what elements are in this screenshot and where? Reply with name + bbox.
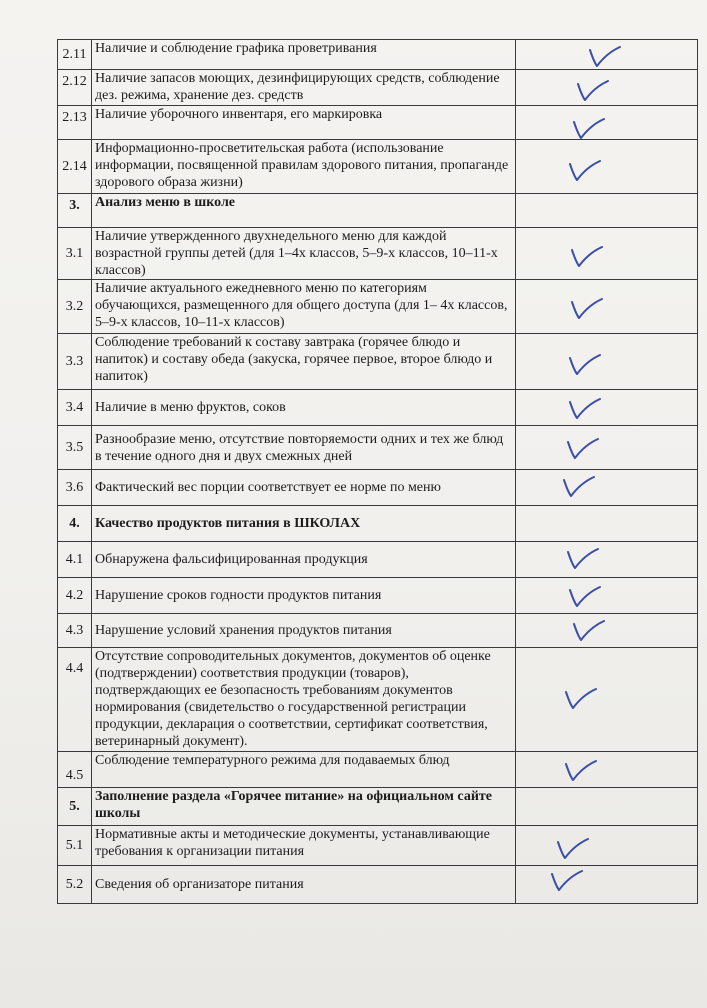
table-row <box>58 648 698 752</box>
checklist-table <box>57 39 698 904</box>
check-mark-icon <box>564 758 598 784</box>
row-text: Наличие и соблюдение графика проветривания <box>92 40 516 70</box>
row-number: 3.6 <box>58 470 92 506</box>
row-number: 2.13 <box>58 106 92 140</box>
mark-cell <box>516 614 698 648</box>
table-row <box>58 106 698 140</box>
table-row <box>58 40 698 70</box>
row-text: Обнаружена фальсифицированная продукция <box>92 542 516 578</box>
row-text: Наличие актуального ежедневного меню по категориям обучающихся, размещенного для общего доступа (для 1– 4х классов, 5–9-х классов, 10–11-х классов) <box>92 280 516 334</box>
row-number: 2.11 <box>58 40 92 70</box>
check-mark-icon <box>576 78 610 104</box>
row-text: Соблюдение требований к составу завтрака (горячее блюдо и напиток) и составу обеда (закуска, горячее первое, второе блюдо и напиток) <box>92 334 516 390</box>
mark-cell <box>516 40 698 70</box>
check-mark-icon <box>572 116 606 142</box>
table-row <box>58 866 698 904</box>
mark-cell <box>516 228 698 280</box>
row-number: 3.2 <box>58 280 92 334</box>
check-mark-icon <box>588 44 622 70</box>
section-number: 4. <box>58 506 92 542</box>
section-title: Качество продуктов питания в ШКОЛАХ <box>92 506 516 542</box>
check-mark-icon <box>564 686 598 712</box>
row-number: 2.12 <box>58 70 92 106</box>
row-number: 5.1 <box>58 826 92 866</box>
mark-cell <box>516 140 698 194</box>
table-row <box>58 752 698 788</box>
row-number: 4.2 <box>58 578 92 614</box>
row-text: Отсутствие сопроводительных документов, документов об оценке (подтверждении) соответствия продукции (товаров), подтверждающих ее безопасность требованиям документов нормирования (свидетельство о государственной регистрации продукции, декларация о соответствии, сертификат соответствия, ветеринарный документ). <box>92 648 516 752</box>
row-number: 3.3 <box>58 334 92 390</box>
row-text: Соблюдение температурного режима для подаваемых блюд <box>92 752 516 788</box>
table-row <box>58 470 698 506</box>
check-mark-icon <box>570 244 604 270</box>
table-row <box>58 542 698 578</box>
mark-cell <box>516 752 698 788</box>
mark-cell <box>516 194 698 228</box>
check-mark-icon <box>568 396 602 422</box>
row-number: 4.3 <box>58 614 92 648</box>
mark-cell <box>516 542 698 578</box>
section-row <box>58 788 698 826</box>
mark-cell <box>516 866 698 904</box>
check-mark-icon <box>550 868 584 894</box>
row-number: 3.5 <box>58 426 92 470</box>
section-row <box>58 194 698 228</box>
row-text: Наличие запасов моющих, дезинфицирующих средств, соблюдение дез. режима, хранение дез. средств <box>92 70 516 106</box>
check-mark-icon <box>572 618 606 644</box>
row-text: Наличие утвержденного двухнедельного меню для каждой возрастной группы детей (для 1–4х классов, 5–9-х классов, 10–11-х классов) <box>92 228 516 280</box>
row-text: Наличие уборочного инвентаря, его маркировка <box>92 106 516 140</box>
check-mark-icon <box>566 436 600 462</box>
mark-cell <box>516 390 698 426</box>
row-number: 5.2 <box>58 866 92 904</box>
mark-cell <box>516 334 698 390</box>
mark-cell <box>516 826 698 866</box>
check-mark-icon <box>568 158 602 184</box>
row-number: 4.5 <box>58 752 92 788</box>
mark-cell <box>516 470 698 506</box>
table-row <box>58 826 698 866</box>
row-text: Разнообразие меню, отсутствие повторяемости одних и тех же блюд в течение одного дня и двух смежных дней <box>92 426 516 470</box>
table-row <box>58 390 698 426</box>
table-row <box>58 614 698 648</box>
table-row <box>58 280 698 334</box>
section-number: 3. <box>58 194 92 228</box>
row-number: 3.4 <box>58 390 92 426</box>
table-row <box>58 334 698 390</box>
mark-cell <box>516 426 698 470</box>
mark-cell <box>516 280 698 334</box>
mark-cell <box>516 70 698 106</box>
row-text: Нарушение сроков годности продуктов питания <box>92 578 516 614</box>
row-text: Наличие в меню фруктов, соков <box>92 390 516 426</box>
row-number: 4.4 <box>58 648 92 752</box>
row-text: Фактический вес порции соответствует ее норме по меню <box>92 470 516 506</box>
row-text: Сведения об организаторе питания <box>92 866 516 904</box>
row-text: Информационно-просветительская работа (использование информации, посвященной правилам здорового питания, пропаганде здорового образа жизни) <box>92 140 516 194</box>
table-row <box>58 70 698 106</box>
check-mark-icon <box>568 352 602 378</box>
row-text: Нарушение условий хранения продуктов питания <box>92 614 516 648</box>
mark-cell <box>516 578 698 614</box>
row-number: 3.1 <box>58 228 92 280</box>
section-row <box>58 506 698 542</box>
check-mark-icon <box>556 836 590 862</box>
check-mark-icon <box>568 584 602 610</box>
check-mark-icon <box>570 296 604 322</box>
row-number: 2.14 <box>58 140 92 194</box>
section-title: Анализ меню в школе <box>92 194 516 228</box>
check-mark-icon <box>562 474 596 500</box>
row-text: Нормативные акты и методические документы, устанавливающие требования к организации питания <box>92 826 516 866</box>
table-row <box>58 140 698 194</box>
section-number: 5. <box>58 788 92 826</box>
mark-cell <box>516 106 698 140</box>
table-row <box>58 578 698 614</box>
table-row <box>58 228 698 280</box>
mark-cell <box>516 788 698 826</box>
section-title: Заполнение раздела «Горячее питание» на официальном сайте школы <box>92 788 516 826</box>
row-number: 4.1 <box>58 542 92 578</box>
table-row <box>58 426 698 470</box>
mark-cell <box>516 648 698 752</box>
check-mark-icon <box>566 546 600 572</box>
mark-cell <box>516 506 698 542</box>
